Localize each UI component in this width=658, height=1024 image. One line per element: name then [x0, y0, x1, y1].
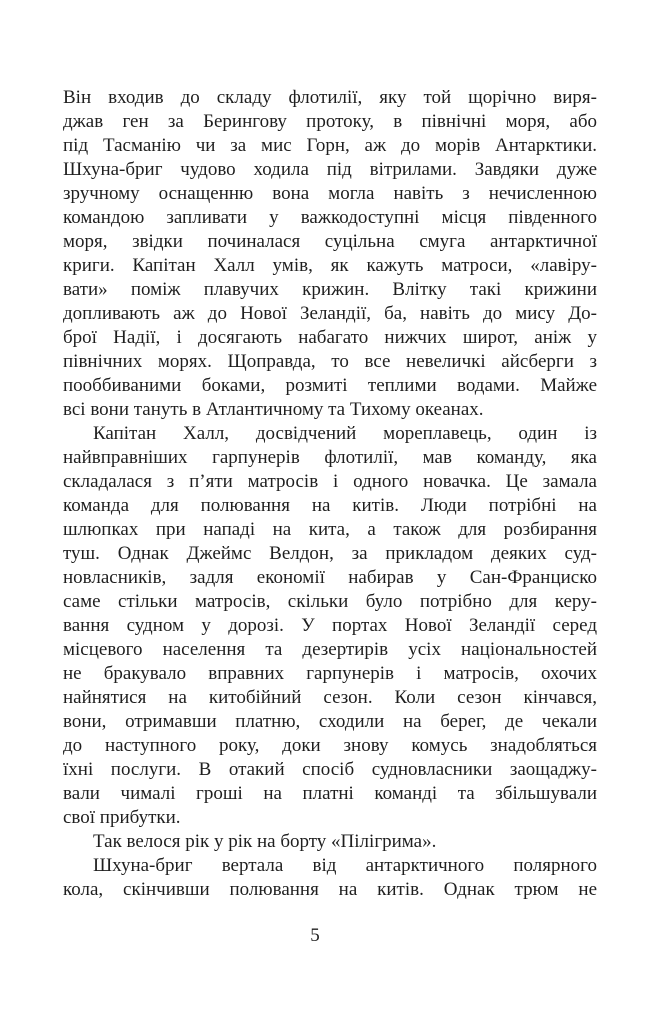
text-line: допливають аж до Нової Зеландії, ба, навіть до мису До-	[63, 303, 597, 324]
text-line: командою запливати у важкодоступні місця південного	[63, 207, 597, 228]
text-line: вати» поміж плавучих крижин. Влітку такі крижини	[63, 279, 597, 300]
text-line: моря, звідки починалася суцільна смуга антарктичної	[63, 231, 597, 252]
text-line: під Тасманію чи за мис Горн, аж до морів Антарктики.	[63, 135, 597, 156]
paragraph	[63, 86, 597, 422]
text-line: найвправніших гарпунерів флотилії, мав команду, яка	[63, 447, 597, 468]
text-line: шлюпках при нападі на кита, а також для розбирання	[63, 519, 597, 540]
text-line: складалася з п’яти матросів і одного новачка. Це замала	[63, 471, 597, 492]
text-line: зручному оснащенню вона могла навіть з нечисленною	[63, 183, 597, 204]
text-line: вання судном у дорозі. У портах Нової Зеландії серед	[63, 615, 597, 636]
text-line: Так велося рік у рік на борту «Пілігрима».	[93, 831, 437, 852]
text-line: туш. Однак Джеймс Велдон, за прикладом деяких суд-	[63, 543, 597, 564]
text-line: всі вони тануть в Атлантичному та Тихому океанах.	[63, 399, 484, 420]
paragraph	[63, 830, 597, 854]
text-line: свої прибутки.	[63, 807, 181, 828]
text-line: новласників, задля економії набирав у Сан-Франциско	[63, 567, 597, 588]
text-line: до наступного року, доки знову комусь знадобляться	[63, 735, 597, 756]
page-text-block	[63, 86, 597, 948]
text-line: кола, скінчивши полювання на китів. Однак трюм не	[63, 879, 597, 900]
text-line: найнятися на китобійний сезон. Коли сезон кінчався,	[63, 687, 597, 708]
text-line: команда для полювання на китів. Люди потрібні на	[63, 495, 597, 516]
text-line: їхні послуги. В отакий спосіб судновласники заощаджу-	[63, 759, 597, 780]
paragraph	[63, 422, 597, 830]
text-line: Шхуна-бриг вертала від антарктичного полярного	[93, 855, 597, 876]
text-line: пооббиваними боками, розмиті теплими водами. Майже	[63, 375, 597, 396]
text-line: вони, отримавши платню, сходили на берег, де чекали	[63, 711, 597, 732]
text-line: джав ген за Берингову протоку, в північні моря, або	[63, 111, 597, 132]
text-line: брої Надії, і досягають набагато нижчих широт, аніж у	[63, 327, 597, 348]
page-number: 5	[310, 925, 320, 946]
text-line: Він входив до складу флотилії, яку той щорічно виря-	[63, 87, 597, 108]
text-line: північних морях. Щоправда, то все невеличкі айсберги з	[63, 351, 597, 372]
text-line: криги. Капітан Халл умів, як кажуть матроси, «лавіру-	[63, 255, 597, 276]
text-line: не бракувало вправних гарпунерів і матросів, охочих	[63, 663, 597, 684]
text-line: місцевого населення та дезертирів усіх національностей	[63, 639, 597, 660]
text-line: Шхуна-бриг чудово ходила під вітрилами. Завдяки дуже	[63, 159, 597, 180]
text-line: саме стільки матросів, скільки було потрібно для керу-	[63, 591, 597, 612]
text-line: Капітан Халл, досвідчений мореплавець, один із	[93, 423, 597, 444]
text-line: вали чималі гроші на платні команді та збільшували	[63, 783, 597, 804]
paragraph	[63, 854, 597, 902]
